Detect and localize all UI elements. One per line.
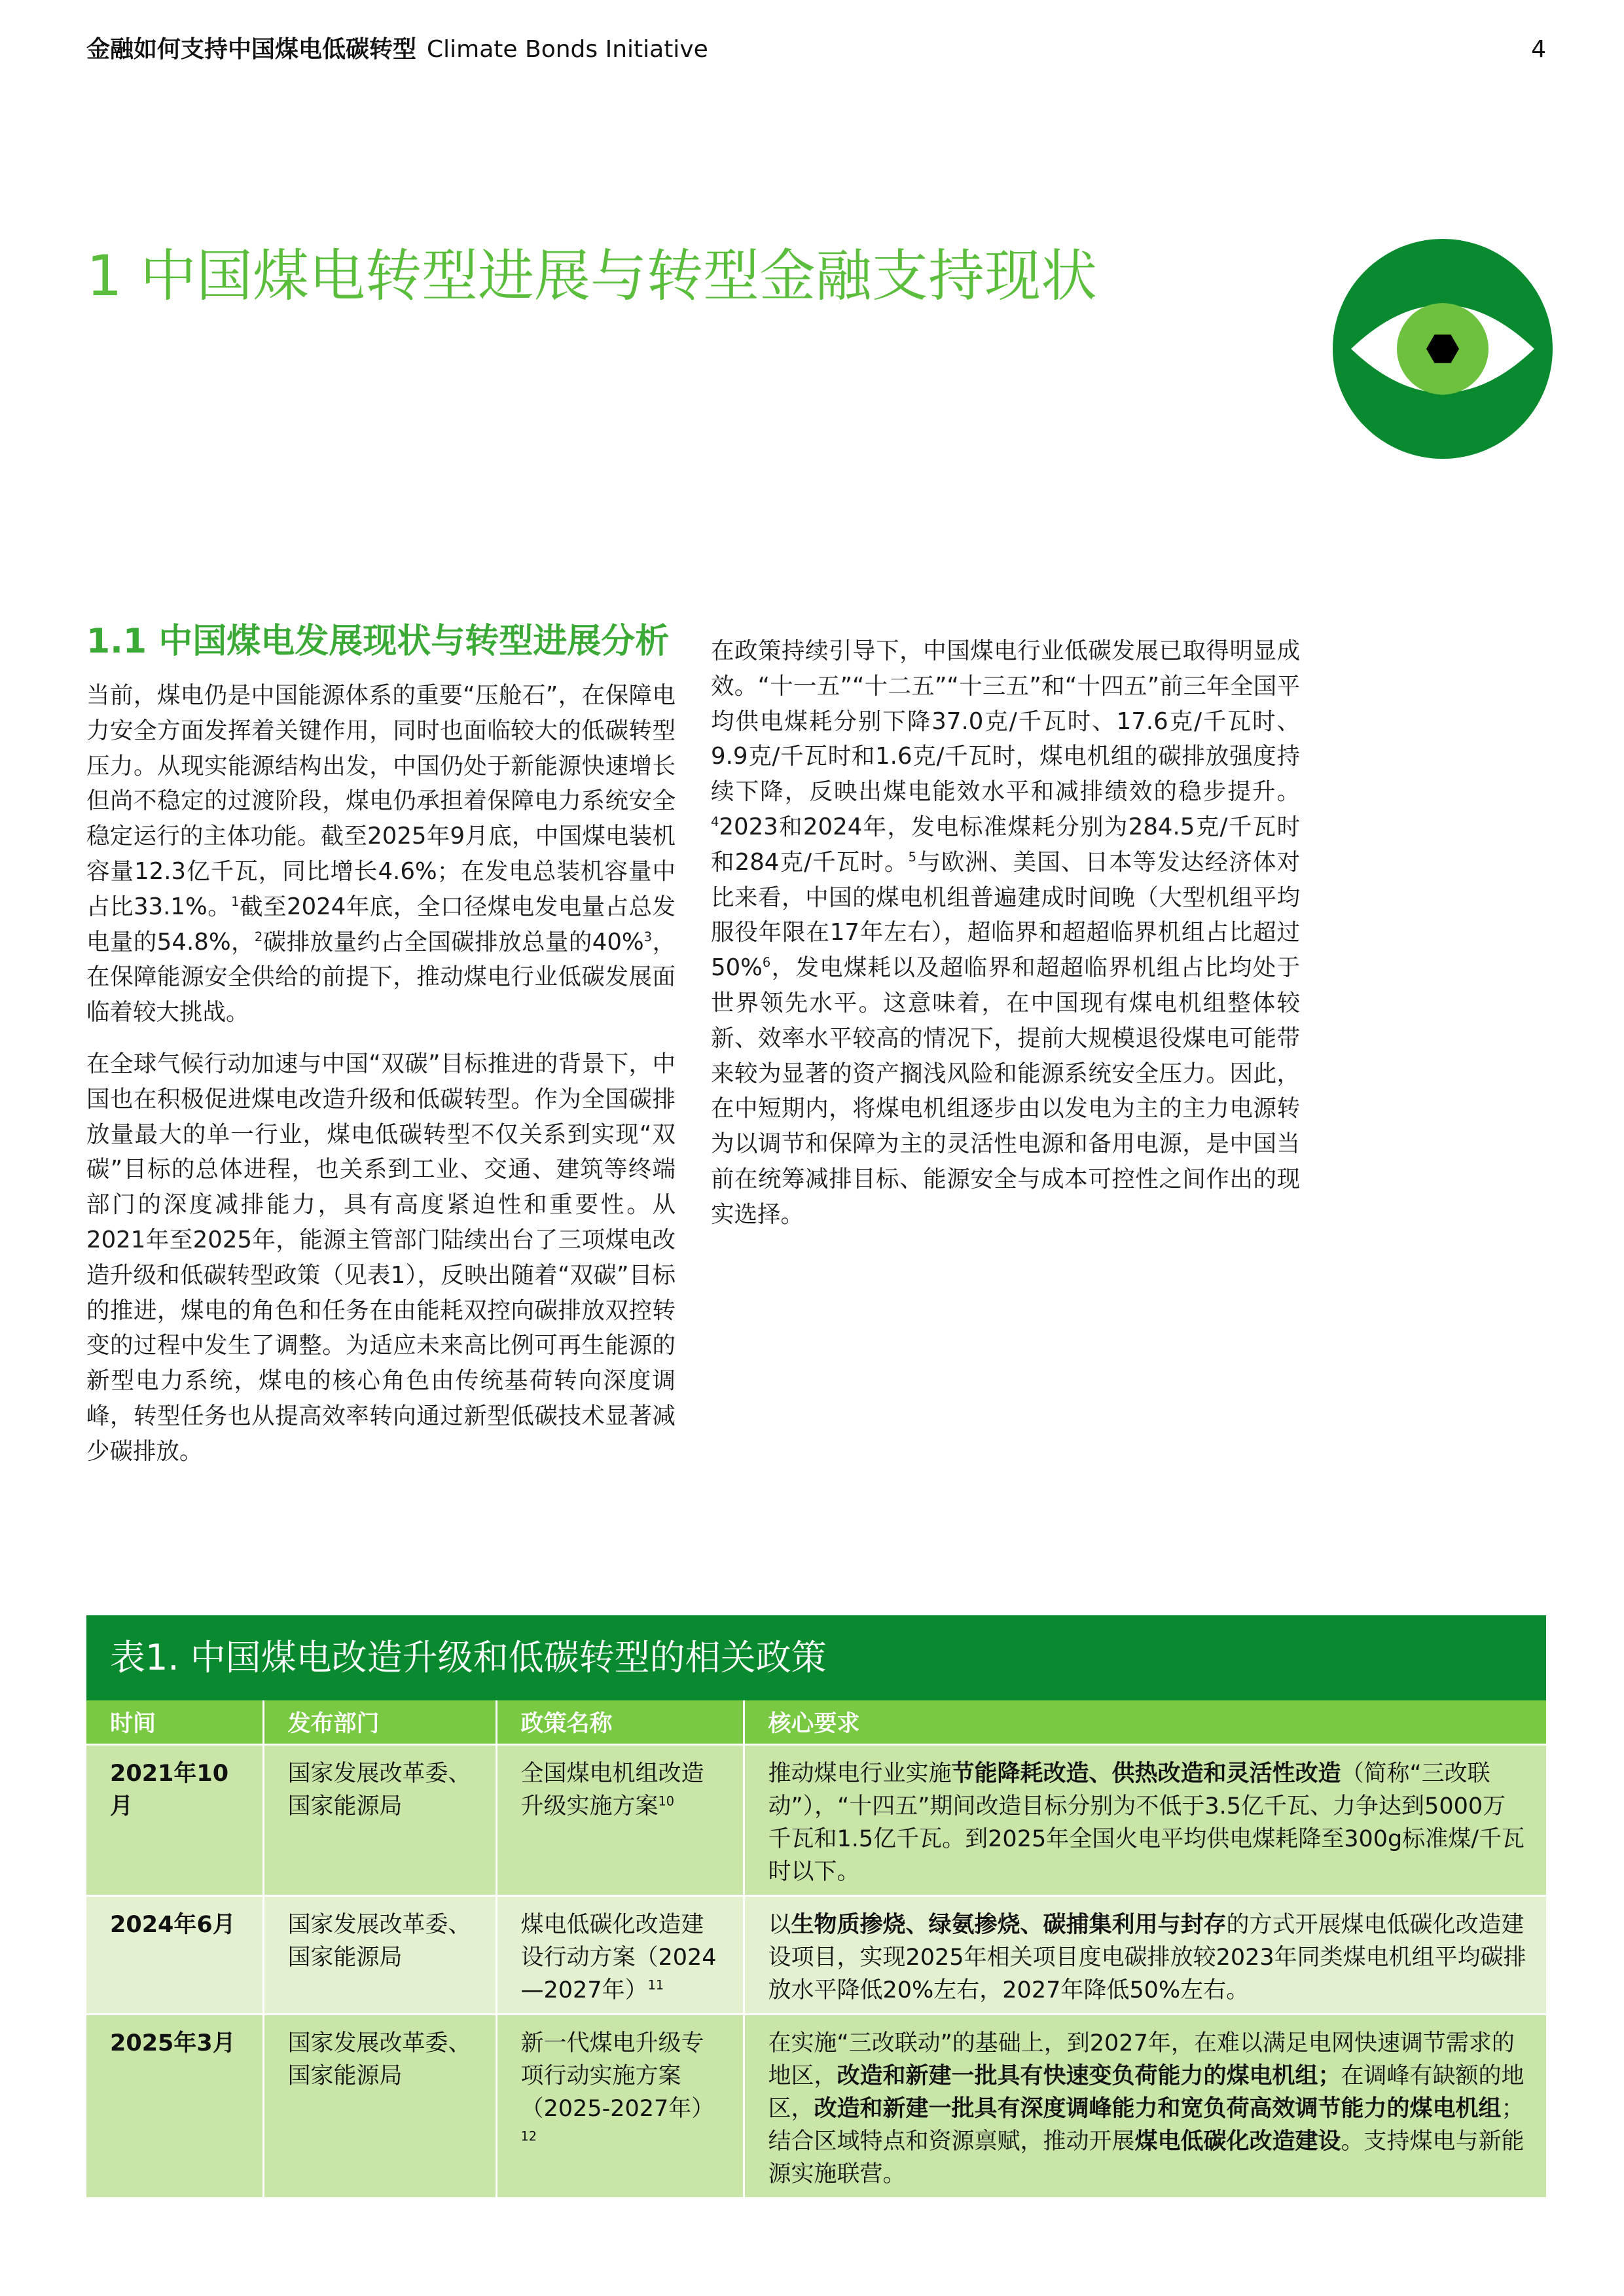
- table-header-row: [86, 1700, 1546, 1745]
- column-header: 政策名称: [496, 1700, 744, 1745]
- organization-name: Climate Bonds Initiative: [427, 36, 708, 63]
- footnote-ref: 1: [231, 893, 240, 909]
- column-header: 发布部门: [263, 1700, 496, 1745]
- paragraph: 在政策持续引导下，中国煤电行业低碳发展已取得明显成效。“十一五”“十二五”“十三五”和“十四五”前三年全国平均供电煤耗分别下降37.0克/千瓦时、17.6克/千瓦时、9.9克/千瓦时和1.6克/千瓦时，煤电机组的碳排放强度持续下降，反映出煤电能效水平和减排绩效的稳步提升。$^4$2023和2024年，发电标准煤耗分别为284.5克/千瓦时和284克/千瓦时。$^5$与欧洲、美国、日本等发达经济体对比来看，中国的煤电机组普遍建成时间晚（大型机组平均服役年限在17年左右），超临界和超超临界机组占比超过50%$^6$，发电煤耗以及超临界和超超临界机组占比均处于世界领先水平。这意味着，在中国现有煤电机组整体较新、效率水平较高的情况下，提前大规模退役煤电可能带来较为显著的资产搁浅风险和能源系统安全压力。因此，在中短期内，将煤电机组逐步由以发电为主的主力电源转为以调节和保障为主的灵活性电源和备用电源，是中国当前在统筹减排目标、能源安全与成本可控性之间作出的现实选择。: [711, 637, 1300, 1228]
- footnote-ref: 11: [647, 1977, 664, 1993]
- department-cell: 国家发展改革委、国家能源局: [263, 1896, 496, 2015]
- department-cell: 国家发展改革委、国家能源局: [263, 1745, 496, 1896]
- report-title: 金融如何支持中国煤电低碳转型 Climate Bonds Initiative: [86, 36, 708, 63]
- table-row: [86, 1896, 1546, 2015]
- requirement-cell: 在实施“三改联动”的基础上，到2027年，在难以满足电网快速调节需求的地区，改造和新建一批具有快速变负荷能力的煤电机组；在调峰有缺额的地区，改造和新建一批具有深度调峰能力和宽负荷高效调节能力的煤电机组；结合区域特点和资源禀赋，推动开展煤电低碳化改造建设。支持煤电与新能源实施联营。: [744, 2015, 1546, 2198]
- right-column: [711, 634, 1300, 1232]
- running-header: [86, 31, 1546, 71]
- time-cell: 2021年10月: [86, 1745, 263, 1896]
- policy-cell: 全国煤电机组改造升级实施方案$^{10}$: [496, 1745, 744, 1896]
- policy-cell: 新一代煤电升级专项行动实施方案（2025-2027年）$^{12}$: [496, 2015, 744, 2198]
- footnote-ref: 5: [908, 849, 917, 865]
- paragraph: 在全球气候行动加速与中国“双碳”目标推进的背景下，中国也在积极促进煤电改造升级和低碳转型。作为全国碳排放量最大的单一行业，煤电低碳转型不仅关系到实现“双碳”目标的总体进程，也关系到工业、交通、建筑等终端部门的深度减排能力，具有高度紧迫性和重要性。从2021年至2025年，能源主管部门陆续出台了三项煤电改造升级和低碳转型政策（见表1），反映出随着“双碳”目标的推进，煤电的角色和任务在由能耗双控向碳排放双控转变的过程中发生了调整。为适应未来高比例可再生能源的新型电力系统，煤电的核心角色由传统基荷转向深度调峰，转型任务也从提高效率转向通过新型低碳技术显著减少碳排放。: [86, 1050, 676, 1465]
- table-caption: 表1. 中国煤电改造升级和低碳转型的相关政策: [86, 1615, 1546, 1700]
- time-cell: 2024年6月: [86, 1896, 263, 2015]
- eye-icon: [1333, 239, 1553, 459]
- requirement-cell: 推动煤电行业实施节能降耗改造、供热改造和灵活性改造（简称“三改联动”），“十四五”期间改造目标分别为不低于3.5亿千瓦、力争达到5000万千瓦和1.5亿千瓦。到2025年全国火电平均供电煤耗降至300g标准煤/千瓦时以下。: [744, 1745, 1546, 1896]
- column-header: 核心要求: [744, 1700, 1546, 1745]
- department-cell: 国家发展改革委、国家能源局: [263, 2015, 496, 2198]
- footnote-ref: 12: [520, 2128, 537, 2144]
- section-title: 1.1 中国煤电发展现状与转型进展分析: [86, 622, 670, 661]
- footnote-ref: 4: [711, 814, 719, 830]
- policy-cell: 煤电低碳化改造建设行动方案（2024—2027年）$^{11}$: [496, 1896, 744, 2015]
- footnote-ref: 10: [658, 1793, 675, 1809]
- column-header: 时间: [86, 1700, 263, 1745]
- paragraph: 当前，煤电仍是中国能源体系的重要“压舱石”，在保障电力安全方面发挥着关键作用，同时也面临较大的低碳转型压力。从现实能源结构出发，中国仍处于新能源快速增长但尚不稳定的过渡阶段，煤电仍承担着保障电力系统安全稳定运行的主体功能。截至2025年9月底，中国煤电装机容量12.3亿千瓦，同比增长4.6%；在发电总装机容量中占比33.1%。$^1$截至2024年底，全口径煤电发电量占总发电量的54.8%，$^2$碳排放量约占全国碳排放总量的40%$^3$，在保障能源安全供给的前提下，推动煤电行业低碳发展面临着较大挑战。: [86, 682, 676, 1026]
- policy-table: [86, 1615, 1546, 2197]
- requirement-cell: 以生物质掺烧、绿氨掺烧、碳捕集利用与封存的方式开展煤电低碳化改造建设项目，实现2025年相关项目度电碳排放较2023年同类煤电机组平均碳排放水平降低20%左右，2027年降低50%左右。: [744, 1896, 1546, 2015]
- page-number: 4: [1531, 36, 1546, 63]
- footnote-ref: 6: [762, 955, 771, 971]
- left-column: [86, 617, 676, 1469]
- footnote-ref: 2: [254, 929, 263, 944]
- chapter-title: 1 中国煤电转型进展与转型金融支持现状: [86, 243, 1098, 309]
- table-row: [86, 1745, 1546, 1896]
- table-row: [86, 2015, 1546, 2198]
- time-cell: 2025年3月: [86, 2015, 263, 2198]
- footnote-ref: 3: [643, 929, 653, 944]
